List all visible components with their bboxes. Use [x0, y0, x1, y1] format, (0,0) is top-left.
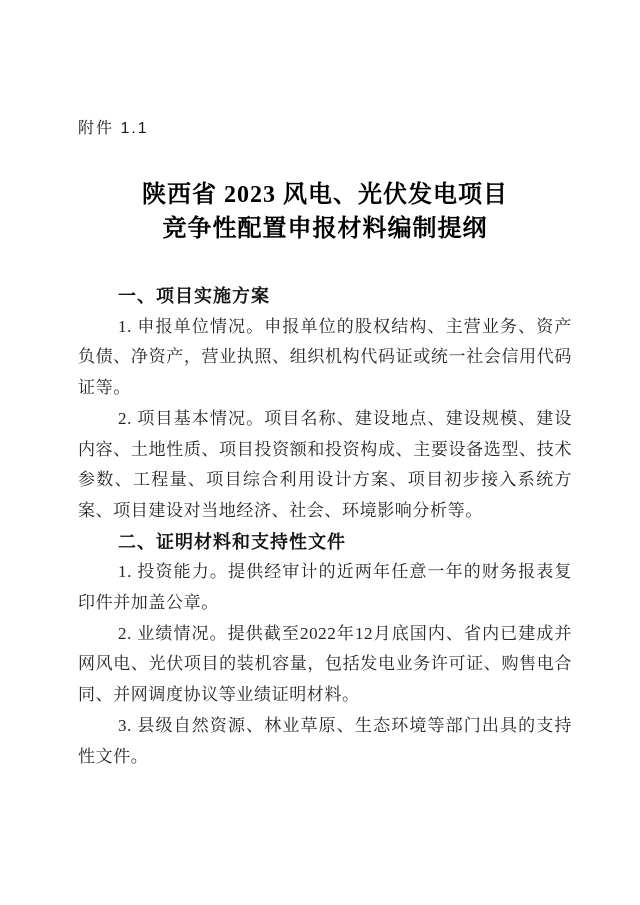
- section-2-paragraph-2: 2. 业绩情况。提供截至2022年12月底国内、省内已建成并网风电、光伏项目的装机容量，包括发电业务许可证、购售电合同、并网调度协议等业绩证明材料。: [78, 623, 572, 705]
- document-title-line-1: 陕西省 2023 风电、光伏发电项目: [142, 182, 508, 208]
- section-2-paragraph-3: 3. 县级自然资源、林业草原、生态环境等部门出具的支持性文件。: [78, 715, 572, 766]
- document-title: [78, 178, 572, 246]
- section-1-paragraph-2: 2. 项目基本情况。项目名称、建设地点、建设规模、建设内容、土地性质、项目投资额和投资构成、主要设备选型、技术参数、工程量、项目综合利用设计方案、项目初步接入系统方案、项目建设对当地经济、社会、环境影响分析等。: [78, 408, 572, 520]
- document-body: [78, 281, 572, 772]
- document-title-line-2: 竞争性配置申报材料编制提纲: [162, 216, 488, 242]
- section-2-heading: 二、证明材料和支持性文件: [118, 531, 346, 552]
- section-1-paragraph-1: 1. 申报单位情况。申报单位的股权结构、主营业务、资产负债、净资产，营业执照、组织机构代码证或统一社会信用代码证等。: [78, 316, 572, 398]
- attachment-label: 附件 1.1: [78, 120, 149, 137]
- section-2-paragraph-1: 1. 投资能力。提供经审计的近两年任意一年的财务报表复印件并加盖公章。: [78, 562, 572, 613]
- section-1-heading: 一、项目实施方案: [118, 286, 270, 306]
